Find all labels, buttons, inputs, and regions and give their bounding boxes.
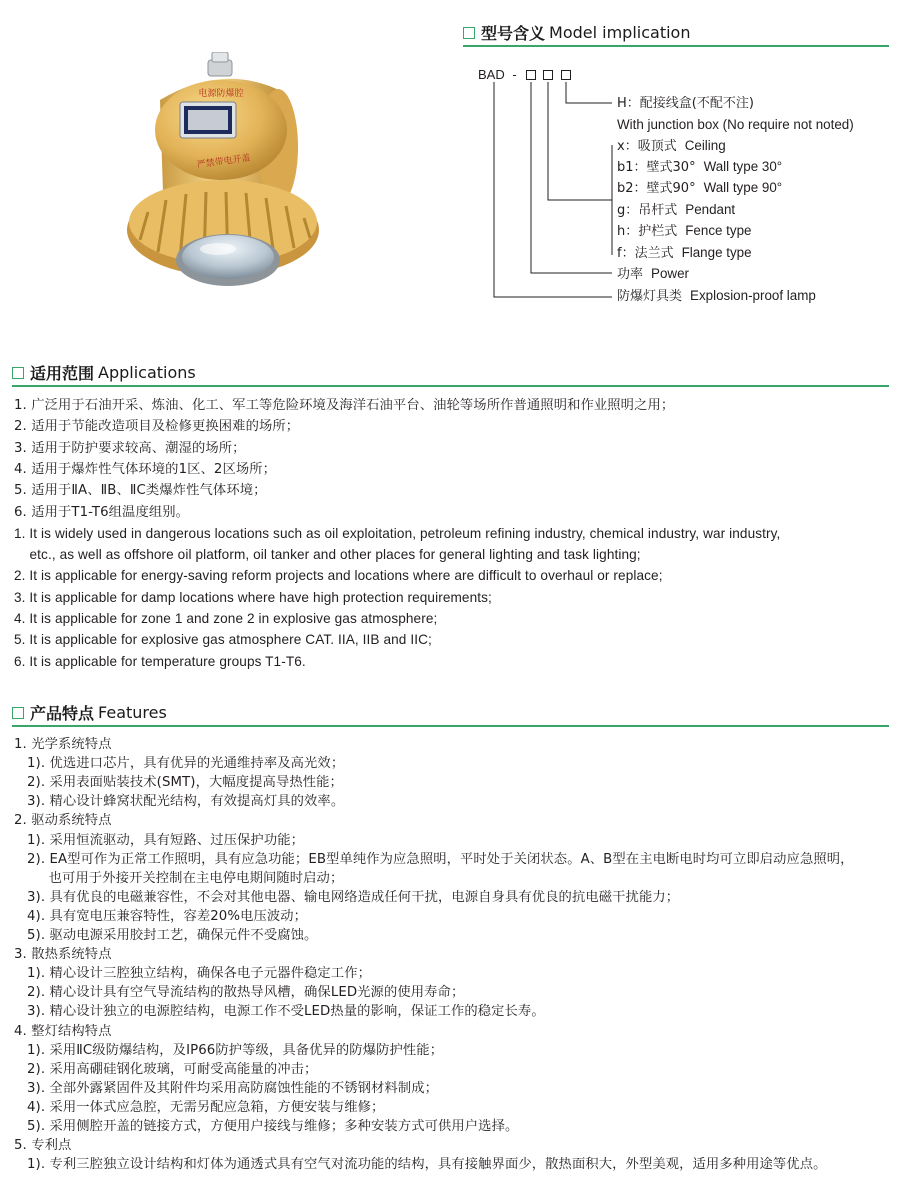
- feature-line: 5). 采用侧腔开盖的链接方式，方便用户接线与维修；多种安装方式可供用户选择。: [14, 1119, 519, 1134]
- model-option-en: With junction box (No require not noted): [617, 117, 854, 132]
- model-option: [617, 266, 689, 283]
- feature-line: 1). 精心设计三腔独立结构，确保各电子元器件稳定工作；: [14, 966, 372, 982]
- application-item-en: 4. It is applicable for zone 1 and zone 2 in explosive gas atmosphere;: [14, 611, 438, 626]
- model-option: [617, 159, 782, 176]
- model-code-dash: -: [512, 67, 517, 82]
- application-item-cn: 6. 适用于T1-T6组温度组别。: [14, 504, 190, 520]
- feature-line: 3. 散热系统特点: [14, 947, 112, 963]
- application-item-en: etc., as well as offshore oil platform, oil tanker and other places for general lighting and task lighting;: [14, 547, 641, 563]
- applications-heading-cn: 适用范围: [30, 364, 95, 383]
- feature-line: 3). 精心设计独立的电源腔结构，电源工作不受LED热量的影响，保证工作的稳定长寿。: [14, 1004, 545, 1020]
- feature-line: 3). 精心设计蜂窝状配光结构，有效提高灯具的效率。: [14, 794, 345, 810]
- model-option-en: Flange type: [681, 245, 752, 260]
- feature-line: 4. 整灯结构特点: [14, 1023, 112, 1039]
- model-option-cn: 防爆灯具类: [617, 289, 683, 304]
- feature-line: 2. 驱动系统特点: [14, 813, 112, 829]
- model-option-cn: g：吊杆式: [617, 203, 678, 218]
- model-option-cn: b1：壁式30°: [617, 160, 696, 175]
- application-item-en: 5. It is applicable for explosive gas atmosphere CAT. IIA, IIB and IIC;: [14, 632, 432, 648]
- model-option-en: Pendant: [685, 202, 736, 217]
- application-item-en: 6. It is applicable for temperature groups T1-T6.: [14, 653, 306, 669]
- feature-line: 5. 专利点: [14, 1138, 72, 1154]
- model-code-prefix: BAD: [478, 67, 505, 82]
- model-option-cn: h：护栏式: [617, 224, 678, 239]
- model-option-cn: b2：壁式90°: [617, 181, 696, 196]
- application-item-cn: 3. 适用于防护要求较高、潮湿的场所；: [14, 440, 246, 456]
- model-heading-cn: 型号含义: [481, 24, 546, 43]
- model-option: [617, 180, 782, 197]
- model-option-en: Fence type: [685, 223, 752, 238]
- feature-line: 2). 精心设计具有空气导流结构的散热导风槽，确保LED光源的使用寿命；: [14, 985, 465, 1001]
- feature-line: 2). 采用高硼硅钢化玻璃，可耐受高能量的冲击；: [14, 1061, 318, 1077]
- application-item-en: 3. It is applicable for damp locations where have high protection requirements;: [14, 589, 492, 605]
- application-item-en: 2. It is applicable for energy-saving reform projects and locations where are difficult to overhaul or replace;: [14, 568, 663, 584]
- lamp-plate-bottom: 严禁带电开盖: [196, 153, 252, 171]
- application-item-cn: 2. 适用于节能改造项目及检修更换困难的场所；: [14, 419, 300, 435]
- model-option-cn: H：配接线盒(不配不注): [617, 96, 754, 111]
- model-option-cn: f：法兰式: [617, 246, 674, 261]
- application-item-cn: 5. 适用于ⅡA、ⅡB、ⅡC类爆炸性气体环境；: [14, 483, 267, 499]
- feature-line: 1). 采用ⅡC级防爆结构，及IP66防护等级，具备优异的防爆防护性能；: [14, 1042, 444, 1058]
- lamp-plate-top: 电源防爆腔: [198, 89, 244, 99]
- feature-line: 4). 具有宽电压兼容特性，容差20%电压波动；: [14, 908, 308, 924]
- model-option-en: Wall type 90°: [703, 180, 783, 195]
- applications-heading: [12, 361, 196, 384]
- feature-line: 2). 采用表面贴装技术(SMT)，大幅度提高导热性能；: [14, 775, 343, 791]
- feature-line: 3). 全部外露紧固件及其附件均采用高防腐蚀性能的不锈钢材料制成；: [14, 1080, 438, 1096]
- application-item-cn: 1. 广泛用于石油开采、炼油、化工、军工等危险环境及海洋石油平台、油轮等场所作普通照明和作业照明之用；: [14, 398, 675, 413]
- feature-line: 3). 具有优良的电磁兼容性，不会对其他电器、输电网络造成任何干扰，电源自身具有优良的抗电磁干扰能力；: [14, 889, 680, 905]
- model-option: [617, 95, 754, 112]
- model-option-cn: x：吸顶式: [617, 139, 677, 154]
- feature-line: 1). 采用恒流驱动，具有短路、过压保护功能；: [14, 832, 305, 848]
- model-option-en: Ceiling: [684, 138, 726, 153]
- square-bullet-icon: [12, 707, 24, 719]
- feature-line: 5). 驱动电源采用胶封工艺，确保元件不受腐蚀。: [14, 928, 318, 943]
- model-option: [617, 202, 735, 219]
- feature-line: 4). 采用一体式应急腔，无需另配应急箱，方便安装与维修；: [14, 1099, 385, 1115]
- model-heading-en: Model implication: [549, 23, 691, 42]
- model-option: [617, 288, 816, 305]
- application-item-cn: 4. 适用于爆炸性气体环境的1区、2区场所；: [14, 461, 277, 477]
- model-option-en: Power: [651, 266, 689, 281]
- features-heading-en: Features: [98, 703, 167, 722]
- model-option-cn: 功率: [617, 267, 644, 282]
- model-option: [617, 245, 752, 262]
- square-bullet-icon: [12, 367, 24, 379]
- model-option: [617, 138, 726, 155]
- feature-line: 1. 光学系统特点: [14, 737, 112, 752]
- features-heading: [12, 701, 167, 724]
- model-option-en: Explosion-proof lamp: [690, 288, 816, 303]
- features-heading-cn: 产品特点: [30, 704, 95, 723]
- applications-heading-en: Applications: [98, 363, 196, 382]
- feature-line: 也可用于外接开关控制在主电停电期间随时启动；: [14, 870, 344, 886]
- model-option: [617, 223, 752, 240]
- feature-line: 1). 优选进口芯片，具有优异的光通维持率及高光效；: [14, 756, 345, 772]
- model-option: [617, 117, 854, 134]
- features-heading-rule: [12, 725, 889, 727]
- application-item-en: 1. It is widely used in dangerous locations such as oil exploitation, petroleum refining industry, chemical industry, war industry,: [14, 525, 781, 541]
- model-option-en: Wall type 30°: [703, 159, 783, 174]
- feature-line: 2). EA型可作为正常工作照明，具有应急功能；EB型单纯作为应急照明，平时处于关闭状态。A、B型在主电断电时均可立即启动应急照明，: [14, 851, 854, 867]
- applications-heading-rule: [12, 385, 889, 387]
- feature-line: 1). 专利三腔独立设计结构和灯体为通透式具有空气对流功能的结构，具有接触界面少，散热面积大，外型美观，适用多种用途等优点。: [14, 1157, 827, 1173]
